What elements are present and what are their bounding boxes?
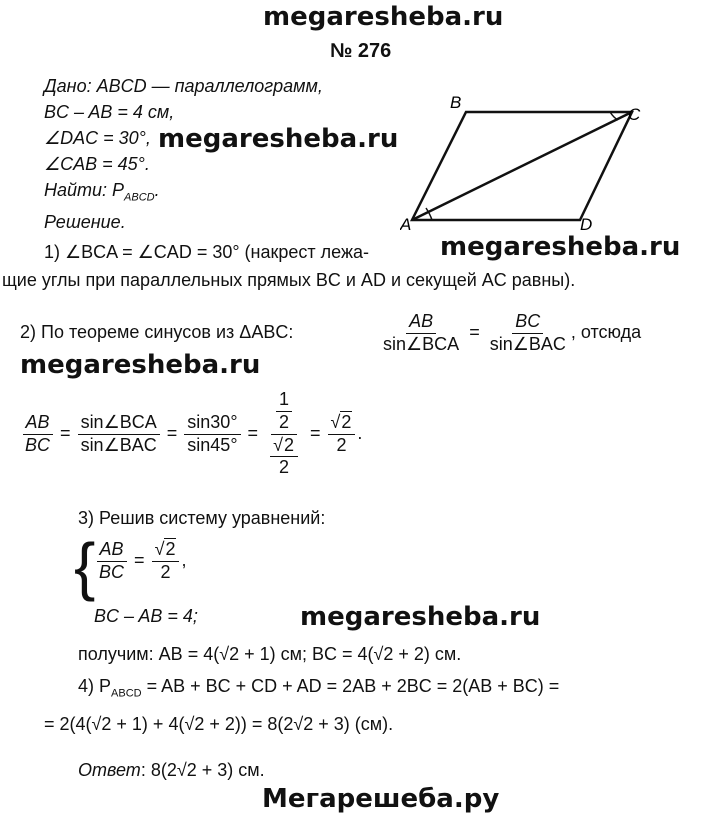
given-line-1: Дано: ABCD — параллелограмм, (44, 76, 323, 96)
watermark-mid-4: megaresheba.ru (300, 602, 541, 632)
parallelogram-figure (400, 90, 660, 240)
step1-line-1: 1) ∠BCA = ∠CAD = 30° (накрест лежа- (44, 242, 369, 262)
given-line-4: ∠CAB = 45°. (44, 154, 150, 174)
vertex-a-label: A (400, 215, 412, 234)
watermark-mid-1: megaresheba.ru (158, 124, 399, 154)
watermark-mid-2: megaresheba.ru (440, 232, 681, 262)
watermark-bottom: Мегарешеба.ру (262, 784, 500, 814)
system-eq-1: $\frac{AB}{BC}$ = $\frac{√2}{2}$ , (94, 540, 186, 583)
step3-result: получим: AB = 4(√2 + 1) см; BC = 4(√2 + 2) см. (78, 644, 462, 664)
vertex-b-label: B (450, 93, 462, 112)
step4-line-1: 4) $P_{ABCD}$ = AB + BC + CD + AD = 2AB + 2BC = 2(AB + BC) = (78, 676, 560, 700)
step3-intro: 3) Решив систему уравнений: (78, 508, 326, 528)
system-eq-2: BC – AB = 4; (94, 606, 198, 626)
find-line: Найти: $P_{ABCD}$. (44, 180, 160, 204)
step2-intro: 2) По теореме синусов из ΔABC: (20, 322, 294, 342)
vertex-d-label: D (580, 215, 593, 234)
watermark-top: megaresheba.ru (263, 2, 504, 32)
ratio-computation: $\frac{AB}{BC}$ = $\frac{\text{sin∠BCA}}{\text{sin∠BAC}}$ = $\frac{\sin 30^\circ}{\sin 45^\circ}$ = $\frac{\frac{1}{2}}{\frac{√2}{2}}$ = $\frac{√2}{2}$ . (20, 390, 362, 478)
given-line-3: ∠DAC = 30°, (44, 128, 151, 148)
sine-law-formula: $\frac{AB}{\text{sin∠BCA}}$ = $\frac{BC}{\text{sin∠BAC}}$ , отсюда (383, 311, 642, 354)
given-line-2: BC – AB = 4 см, (44, 102, 175, 122)
step1-line-2: щие углы при параллельных прямых BC и AD и секущей AC равны). (2, 270, 576, 290)
solution-label: Решение. (44, 212, 126, 232)
step4-line-2: = 2(4(√2 + 1) + 4(√2 + 2)) = 8(2√2 + 3) (см). (44, 714, 394, 734)
vertex-c-label: C (628, 105, 641, 124)
answer-line: Ответ: 8(2√2 + 3) см. (78, 760, 265, 780)
diagonal-ac (412, 112, 632, 220)
system-brace: { (74, 530, 96, 602)
watermark-mid-3: megaresheba.ru (20, 350, 261, 380)
problem-number: № 276 (330, 40, 392, 62)
